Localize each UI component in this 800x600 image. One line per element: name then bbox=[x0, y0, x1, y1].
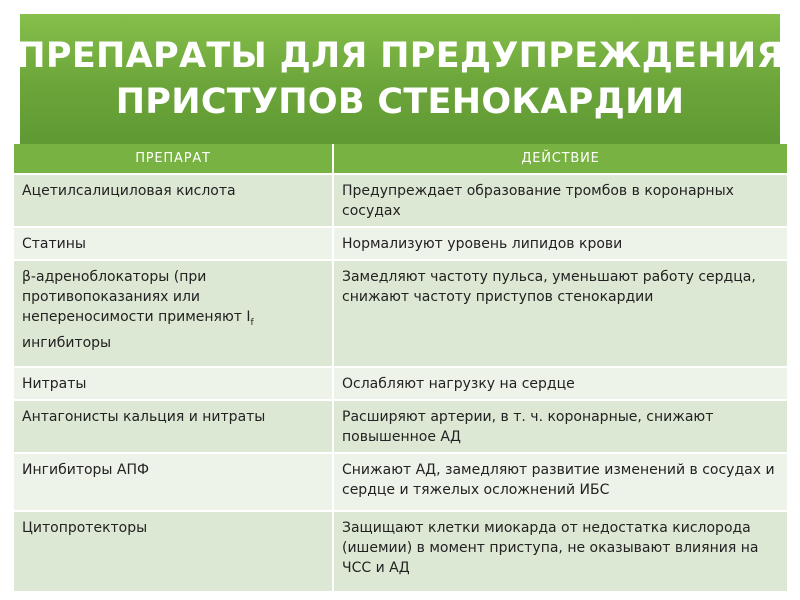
page-title-line-1: ПРЕПАРАТЫ ДЛЯ ПРЕДУПРЕЖДЕНИЯ bbox=[16, 36, 784, 76]
drugs-table bbox=[14, 144, 787, 591]
column-header-action: ДЕЙСТВИЕ bbox=[333, 144, 787, 174]
drug-cell bbox=[14, 260, 333, 367]
table-row bbox=[14, 453, 787, 511]
action-cell: Замедляют частоту пульса, уменьшают работу сердца, снижают частоту приступов стенокардии bbox=[333, 260, 787, 367]
drug-subscript: f bbox=[250, 318, 254, 328]
action-cell: Ослабляют нагрузку на сердце bbox=[333, 367, 787, 400]
page-title-line-2: ПРИСТУПОВ СТЕНОКАРДИИ bbox=[115, 82, 685, 122]
table-row bbox=[14, 367, 787, 400]
action-cell: Снижают АД, замедляют развитие изменений в сосудах и сердце и тяжелых осложнений ИБС bbox=[333, 453, 787, 511]
drug-cell: Ингибиторы АПФ bbox=[14, 453, 333, 511]
drug-cell: Статины bbox=[14, 227, 333, 260]
drug-cell: Антагонисты кальция и нитраты bbox=[14, 400, 333, 453]
action-cell: Предупреждает образование тромбов в коронарных сосудах bbox=[333, 174, 787, 227]
action-cell: Расширяют артерии, в т. ч. коронарные, снижают повышенное АД bbox=[333, 400, 787, 453]
drug-cell: Ацетилсалициловая кислота bbox=[14, 174, 333, 227]
table-row bbox=[14, 174, 787, 227]
action-cell: Нормализуют уровень липидов крови bbox=[333, 227, 787, 260]
drug-cell: Нитраты bbox=[14, 367, 333, 400]
table-row bbox=[14, 511, 787, 591]
column-header-drug: ПРЕПАРАТ bbox=[14, 144, 333, 174]
table-header-row bbox=[14, 144, 787, 174]
drug-text-suffix: ингибиторы bbox=[22, 335, 112, 351]
action-cell: Защищают клетки миокарда от недостатка кислорода (ишемии) в момент приступа, не оказывают влияния на ЧСС и АД bbox=[333, 511, 787, 591]
title-banner bbox=[16, 14, 784, 144]
table-row bbox=[14, 260, 787, 367]
drug-text: β-адреноблокаторы (при противопоказаниях или непереносимости применяют I bbox=[22, 269, 251, 325]
table-row bbox=[14, 400, 787, 453]
drug-cell: Цитопротекторы bbox=[14, 511, 333, 591]
table-row bbox=[14, 227, 787, 260]
